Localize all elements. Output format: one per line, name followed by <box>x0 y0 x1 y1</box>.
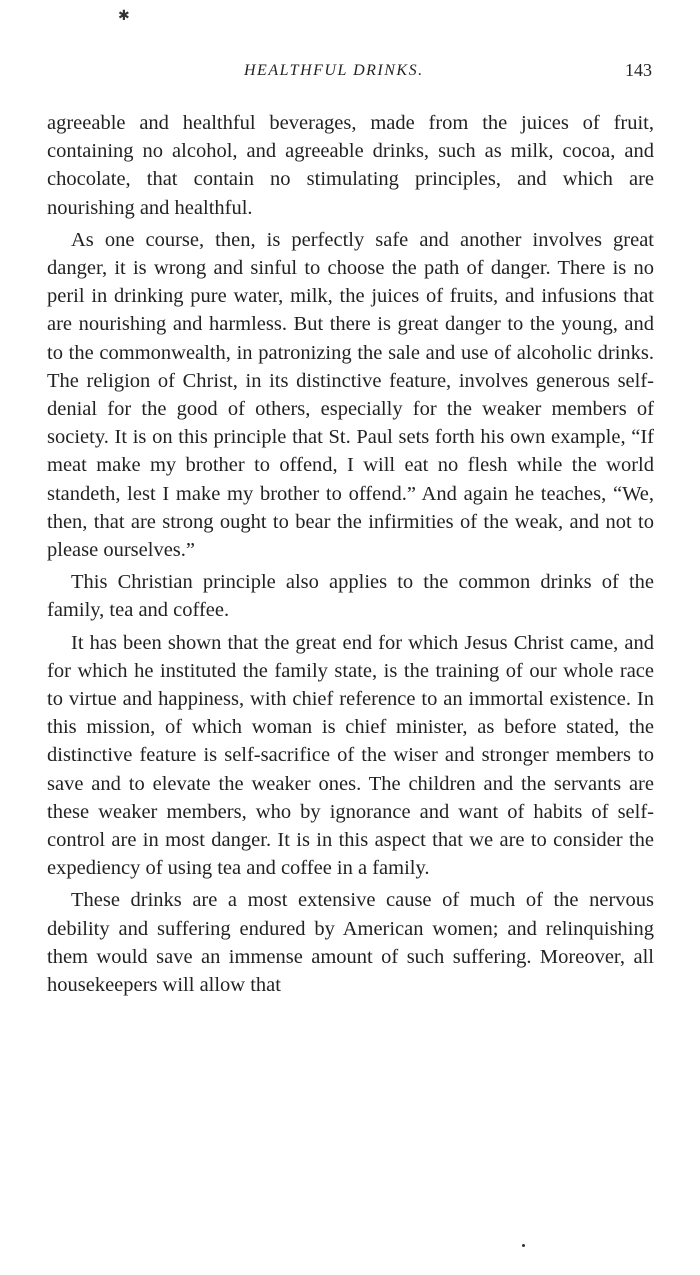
paragraph: This Christian principle also applies to the common drinks of the family, tea and coffee. <box>47 571 654 622</box>
paragraph: These drinks are a most extensive cause of much of the nervous debility and suffering endured by American women; and relinquishing them would save an immense amount of such suffering. Moreover, all housekeepers will allow that <box>47 889 654 997</box>
paragraph: As one course, then, is perfectly safe and another involves great danger, it is wrong and sinful to choose the path of danger. There is no peril in drinking pure water, milk, the juices of fruits, and infusions that are nourishing and harmless. But there is great danger to the young, and to the commonwealth, in patronizing the sale and use of alcoholic drinks. The religion of Christ, in its distinctive feature, involves generous self-denial for the good of others, especially for the weaker members of society. It is on this principle that St. Paul sets forth his own example, “If meat make my brother to offend, I will eat no flesh while the world standeth, lest I make my brother to offend.” And again he teaches, “We, then, that are strong ought to bear the infirmities of the weak, and not to please ourselves.” <box>47 228 654 562</box>
page-number: 143 <box>625 60 652 80</box>
body-text <box>47 109 654 1003</box>
print-speck-dot <box>522 1244 525 1247</box>
paragraph: agreeable and healthful beverages, made from the juices of fruit, containing no alcohol, and agreeable drinks, such as milk, cocoa, and chocolate, that contain no stimulating principles, and which are nourishing and healthful. <box>47 112 654 219</box>
print-speck: ✱ <box>118 9 130 24</box>
paragraph: It has been shown that the great end for which Jesus Christ came, and for which he instituted the family state, is the training of our whole race to virtue and happiness, with chief reference to an immortal existence. In this mission, of which woman is chief minister, as before stated, the distinctive feature is self-sacrifice of the wiser and stronger members to save and to elevate the weaker ones. The children and the servants are these weaker members, who by ignorance and want of habits of self-control are in most danger. It is in this aspect that we are to consider the expediency of using tea and coffee in a family. <box>47 631 654 880</box>
running-title: HEALTHFUL DRINKS. <box>244 62 424 79</box>
page-header <box>47 62 652 88</box>
